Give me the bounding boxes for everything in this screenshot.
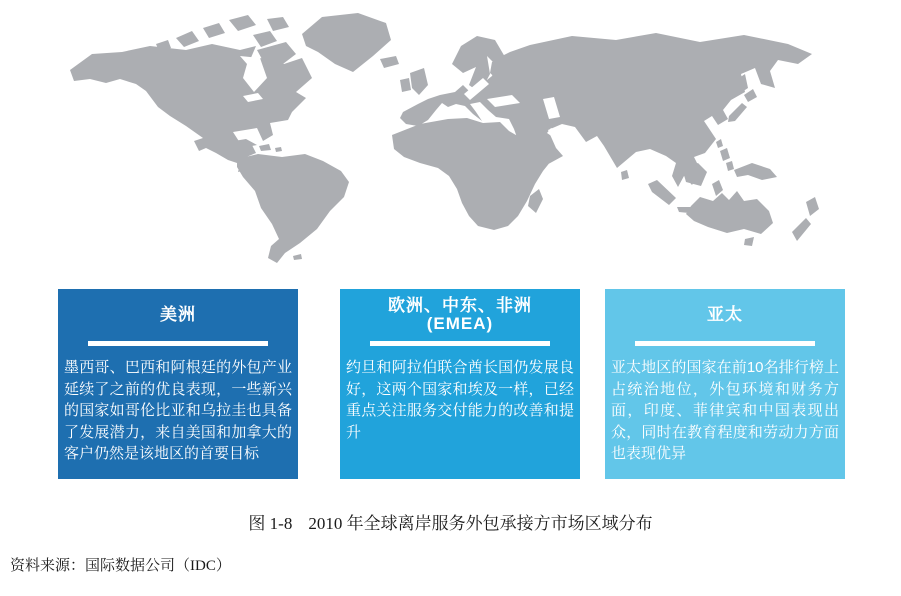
source-note: 资料来源：国际数据公司（IDC） <box>10 558 231 574</box>
region-card-apac <box>605 289 845 479</box>
world-map <box>0 0 901 285</box>
card-body-apac: 亚太地区的国家在前10名排行榜上占统治地位，外包环境和财务方面，印度、菲律宾和中国表现出众，同时在教育程度和劳动力方面也表现优异 <box>611 359 839 462</box>
card-body-americas: 墨西哥、巴西和阿根廷的外包产业延续了之前的优良表现，一些新兴的国家如哥伦比亚和乌拉圭也具备了发展潜力，来自美国和加拿大的客户仍然是该地区的首要目标 <box>64 359 292 462</box>
card-title-text: 欧洲、中东、非洲 <box>388 296 532 315</box>
card-title-text: 亚太 <box>707 305 743 324</box>
figure-title: 2010 年全球离岸服务外包承接方市场区域分布 <box>308 514 653 533</box>
card-title-text: 美洲 <box>160 305 196 324</box>
card-title-americas <box>58 289 298 341</box>
card-title-emea <box>340 289 580 341</box>
card-subtitle-text: (EMEA) <box>426 314 494 333</box>
continents-shape <box>70 13 819 263</box>
region-card-emea <box>340 289 580 479</box>
card-title-apac <box>605 289 845 341</box>
figure-number: 图 1-8 <box>248 514 293 533</box>
figure-caption <box>0 512 901 536</box>
region-card-americas <box>58 289 298 479</box>
card-body-emea: 约旦和阿拉伯联合酋长国仍发展良好，这两个国家和埃及一样，已经重点关注服务交付能力的改善和提升 <box>346 359 574 441</box>
